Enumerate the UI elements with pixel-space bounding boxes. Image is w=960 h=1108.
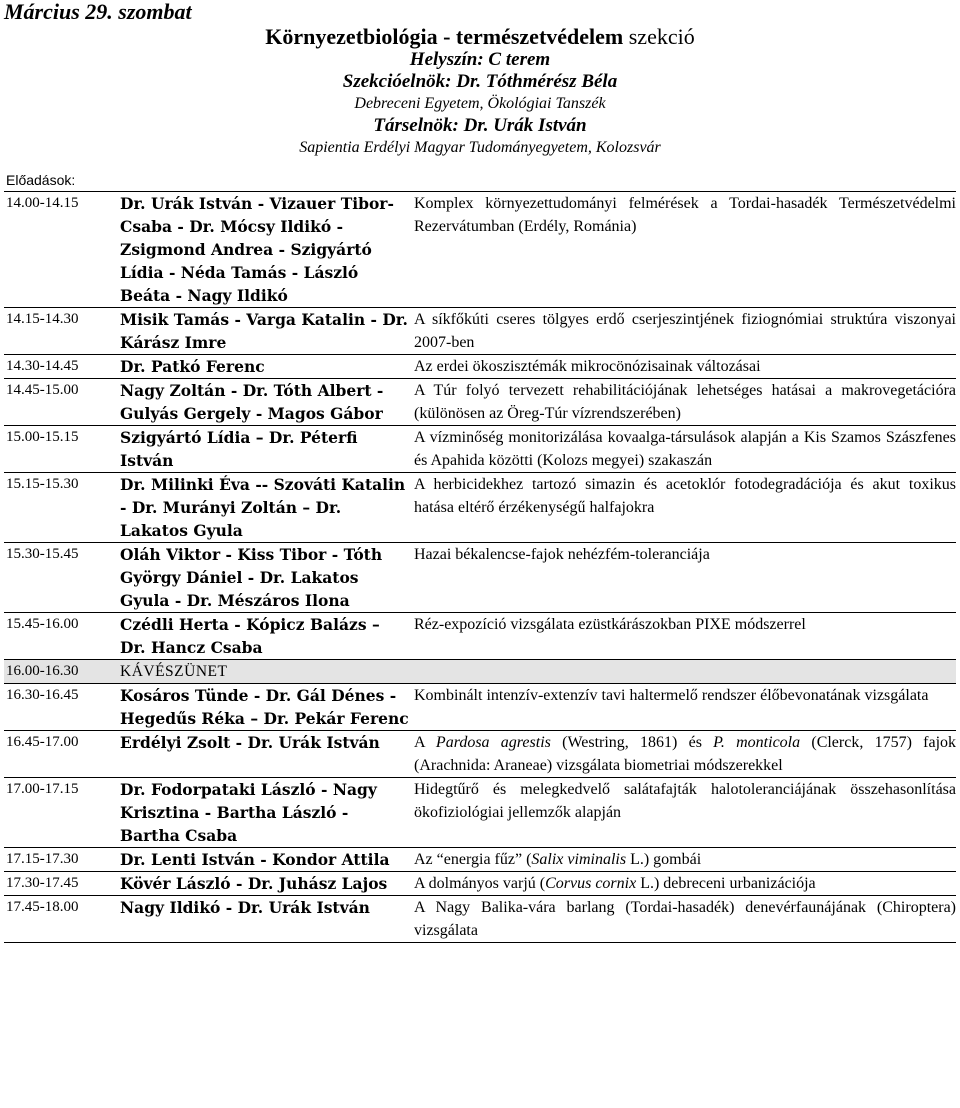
session-time: 14.45-15.00	[6, 382, 79, 398]
session-time: 14.15-14.30	[6, 311, 79, 327]
venue: Helyszín: C terem	[409, 49, 551, 70]
session-time: 17.15-17.30	[6, 851, 79, 867]
session-authors: Dr. Fodorpataki László - Nagy Krisztina - Bartha László - Bartha Csaba	[120, 780, 377, 845]
schedule-table	[4, 191, 956, 943]
session-title: A herbicidekhez tartozó simazin és acetoklór fotodegradációja és akut toxikus hatása eltérő érzékenységű halfajokra	[414, 476, 956, 516]
title-text: A dolmányos varjú (	[414, 875, 546, 892]
session-title: A Nagy Balika-vára barlang (Tordai-hasadék) denevérfaunájának (Chiroptera) vizsgálata	[414, 899, 956, 939]
table-row	[4, 192, 956, 308]
session-time: 14.00-14.15	[6, 195, 79, 211]
session-title: A vízminőség monitorizálása kovaalga-társulások alapján a Kis Szamos Szászfenes és Apahida közötti (Kolozs megyei) szakaszán	[414, 429, 956, 469]
title-text: Az “energia fűz” (	[414, 851, 532, 868]
table-row	[4, 543, 956, 613]
section-chair: Szekcióelnök: Dr. Tóthmérész Béla	[342, 71, 618, 92]
break-row	[4, 660, 956, 684]
species-name: Pardosa agrestis	[435, 734, 551, 751]
species-name: P. monticola	[713, 734, 801, 751]
session-time: 16.30-16.45	[6, 687, 79, 703]
title-text: (Clerck, 1757) fajok (Arachnida: Araneae) vizsgálata biometriai módszerekkel	[414, 734, 957, 774]
session-time: 16.45-17.00	[6, 734, 79, 750]
session-time: 17.30-17.45	[6, 875, 79, 891]
title-text: L.) debreceni urbanizációja	[636, 875, 816, 892]
session-authors: Dr. Milinki Éva -- Szováti Katalin - Dr. Murányi Zoltán – Dr. Lakatos Gyula	[120, 475, 406, 540]
session-authors: Misik Tamás - Varga Katalin - Dr. Kárász Imre	[120, 310, 408, 352]
session-title: Kombinált intenzív-extenzív tavi haltermelő rendszer élőbevonatának vizsgálata	[414, 687, 929, 704]
section-title-tail: szekció	[628, 24, 695, 49]
table-row	[4, 613, 956, 660]
session-authors: Dr. Patkó Ferenc	[120, 357, 265, 376]
session-title	[414, 660, 956, 684]
table-row	[4, 426, 956, 473]
session-time: 17.00-17.15	[6, 781, 79, 797]
table-row	[4, 355, 956, 379]
table-row	[4, 896, 956, 943]
table-row	[4, 872, 956, 896]
session-time: 15.15-15.30	[6, 476, 79, 492]
section-cochair-affiliation: Sapientia Erdélyi Magyar Tudományegyetem, Kolozsvár	[299, 139, 661, 156]
session-title	[414, 848, 956, 872]
title-text: (Westring, 1861) és	[550, 734, 714, 751]
table-row	[4, 848, 956, 872]
section-title-main: Környezetbiológia - természetvédelem	[265, 24, 624, 49]
session-title	[414, 731, 956, 778]
table-row	[4, 473, 956, 543]
table-row	[4, 379, 956, 426]
break-label: KÁVÉSZÜNET	[120, 663, 228, 680]
session-title: Az erdei ökoszisztémák mikrocönózisainak változásai	[414, 358, 761, 375]
session-authors: Kosáros Tünde - Dr. Gál Dénes - Hegedűs Réka – Dr. Pekár Ferenc	[120, 686, 409, 728]
section-chair-affiliation: Debreceni Egyetem, Ökológiai Tanszék	[354, 95, 606, 112]
section-cochair: Társelnök: Dr. Urák István	[373, 115, 587, 136]
table-row	[4, 731, 956, 778]
section-title	[4, 24, 956, 49]
table-row	[4, 684, 956, 731]
session-title: A síkfőkúti cseres tölgyes erdő cserjeszintjének fiziognómiai struktúra viszonyai 2007-ben	[414, 311, 956, 351]
title-text: A	[414, 734, 436, 751]
session-title: A Túr folyó tervezett rehabilitációjának lehetséges hatásai a makrovegetációra (különösen az Öreg-Túr vízrendszerében)	[414, 382, 956, 422]
species-name: Corvus cornix	[545, 875, 637, 892]
session-time: 14.30-14.45	[6, 358, 79, 374]
session-authors: Oláh Viktor - Kiss Tibor - Tóth György Dániel - Dr. Lakatos Gyula - Dr. Mészáros Ilona	[120, 545, 383, 610]
session-authors: Nagy Zoltán - Dr. Tóth Albert - Gulyás Gergely - Magos Gábor	[120, 381, 384, 423]
session-authors: Nagy Ildikó - Dr. Urák István	[120, 898, 370, 917]
section-header	[4, 24, 956, 159]
session-time: 15.45-16.00	[6, 616, 79, 632]
date-heading: Március 29. szombat	[4, 0, 192, 24]
schedule-body	[4, 192, 956, 943]
session-authors: Dr. Urák István - Vizauer Tibor-Csaba - Dr. Mócsy Ildikó - Zsigmond Andrea - Szigyártó Lídia - Néda Tamás - László Beáta - Nagy Ildikó	[120, 194, 394, 305]
session-title	[414, 872, 956, 896]
session-time: 17.45-18.00	[6, 899, 79, 915]
session-time: 16.00-16.30	[6, 663, 79, 679]
title-text: L.) gombái	[626, 851, 702, 868]
session-authors: Kövér László - Dr. Juhász Lajos	[120, 874, 388, 893]
session-title: Hidegtűrő és melegkedvelő salátafajták halotoleranciájának összehasonlítása ökofiziológiai jellemzők alapján	[414, 781, 956, 821]
session-authors: Czédli Herta - Kópicz Balázs – Dr. Hancz Csaba	[120, 615, 380, 657]
table-row	[4, 778, 956, 848]
session-title: Komplex környezettudományi felmérések a Tordai-hasadék Természetvédelmi Rezervátumban (Erdély, Románia)	[414, 195, 956, 235]
presentations-label: Előadások:	[6, 172, 76, 188]
session-authors: Erdélyi Zsolt - Dr. Urák István	[120, 733, 380, 752]
session-authors: Dr. Lenti István - Kondor Attila	[120, 850, 390, 869]
session-time: 15.30-15.45	[6, 546, 79, 562]
session-authors: Szigyártó Lídia – Dr. Péterfi István	[120, 428, 358, 470]
session-time: 15.00-15.15	[6, 429, 79, 445]
species-name: Salix viminalis	[531, 851, 627, 868]
table-row	[4, 308, 956, 355]
session-title: Réz-expozíció vizsgálata ezüstkárászokban PIXE módszerrel	[414, 616, 806, 633]
session-title: Hazai békalencse-fajok nehézfém-toleranciája	[414, 546, 710, 563]
